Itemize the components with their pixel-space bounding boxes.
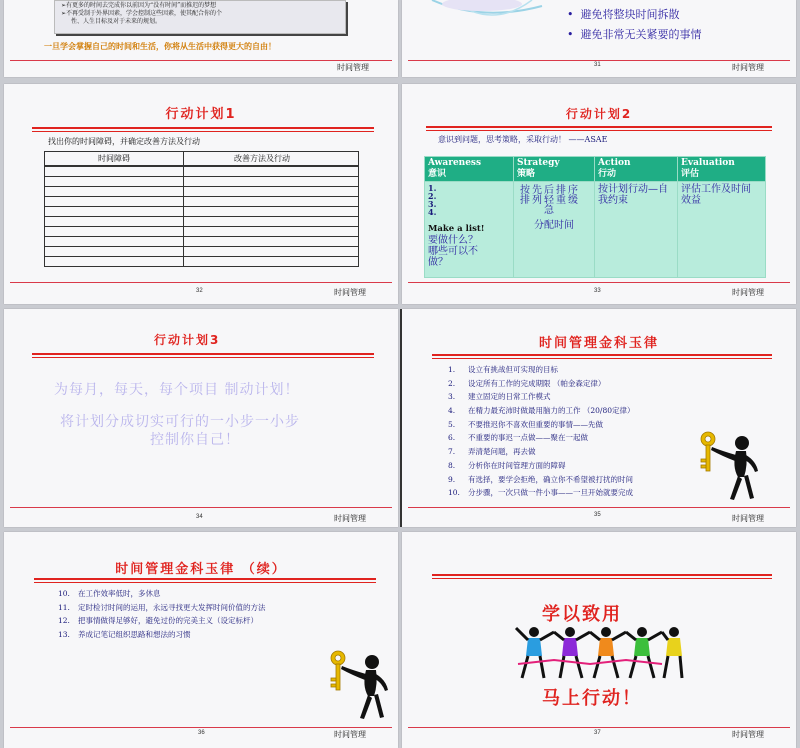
page-number: 34 xyxy=(196,514,203,520)
bullet-text: 避免将整块时间拆散 xyxy=(580,8,680,21)
footer-title: 时间管理 xyxy=(334,730,366,739)
table-cell[interactable] xyxy=(45,176,184,186)
list-item: 6. 不重要的事迟一点做——聚在一起做 xyxy=(448,433,588,443)
rules-list xyxy=(448,363,635,500)
footer-line xyxy=(10,60,392,61)
title-rule xyxy=(432,578,772,579)
slide-37[interactable] xyxy=(402,532,796,748)
header-evaluation: Evaluation 评估 xyxy=(678,157,766,182)
slide-36[interactable] xyxy=(4,532,398,748)
table-cell[interactable] xyxy=(184,256,359,266)
title-rule xyxy=(32,127,374,129)
table-cell[interactable] xyxy=(45,256,184,266)
key-figure-icon xyxy=(324,648,394,723)
footer-title: 时间管理 xyxy=(732,63,764,72)
table-cell[interactable] xyxy=(184,246,359,256)
table-cell[interactable] xyxy=(45,236,184,246)
note-line: 性、人生目标及对于未来的规划。 xyxy=(71,18,162,25)
footer-line xyxy=(408,60,790,61)
table-cell[interactable] xyxy=(184,166,359,176)
header-awareness: Awareness 意识 xyxy=(425,157,514,182)
title-rule xyxy=(432,354,772,356)
bullet-item xyxy=(567,6,680,22)
list-item: 1. 设立有挑战但可实现的目标 xyxy=(448,365,558,374)
page-number: 32 xyxy=(196,288,203,294)
table-cell[interactable] xyxy=(184,176,359,186)
footer-line xyxy=(10,282,392,283)
list-item: 13. 养成记笔记组织思路和想法的习惯 xyxy=(58,630,191,640)
table-cell[interactable] xyxy=(184,216,359,226)
note-box xyxy=(54,0,346,34)
footer-title: 时间管理 xyxy=(732,514,764,523)
table-cell[interactable] xyxy=(184,226,359,236)
page-number: 31 xyxy=(594,62,601,68)
title-rule xyxy=(432,574,772,576)
rules-list xyxy=(58,587,266,642)
table-cell[interactable] xyxy=(45,196,184,206)
action-text: 按计划行动—自我约束 xyxy=(598,184,668,206)
slide-title: 时间管理金科玉律 xyxy=(538,336,659,351)
list-item: 3. xyxy=(428,199,437,209)
strategy-text: 按先后排序排列轻重缓急 xyxy=(520,185,580,216)
slide-title: 行动计划2 xyxy=(565,107,633,121)
page-number: 36 xyxy=(198,730,205,736)
table-cell[interactable] xyxy=(45,166,184,176)
footer-title: 时间管理 xyxy=(732,288,764,297)
plan-line: 将计划分成切实可行的一小步一小步 xyxy=(60,414,300,430)
tagline: 一旦学会掌握自己的时间和生活，你将从生活中获得更大的自由！ xyxy=(44,41,276,51)
footer-line xyxy=(408,727,790,728)
slide-32[interactable] xyxy=(4,84,398,304)
list-item: 12. 把事情做得足够好，避免过份的完美主义（设定标杆） xyxy=(58,616,258,626)
footer-title: 时间管理 xyxy=(337,63,369,72)
footer-line xyxy=(10,507,392,508)
strategy-text: 分配时间 xyxy=(534,220,574,231)
slide-title: 时间管理金科玉律 （续） xyxy=(115,562,287,577)
list-item: 8. 分析你在时间管理方面的障碍 xyxy=(448,460,566,470)
list-item: 2. 设定所有工作的完成期限 （帕金森定律） xyxy=(448,378,606,388)
list-item: 10. 分步骤，一次只做一件小事——一旦开始就要完成 xyxy=(448,488,633,498)
title-rule xyxy=(34,578,376,580)
slide-title: 行动计划3 xyxy=(154,333,221,347)
list-item: 9. 有选择，要学会拒绝，确立你不希望被打扰的时间 xyxy=(448,474,633,484)
list-item: 4. xyxy=(428,207,437,217)
list-item: 1. xyxy=(428,183,437,193)
obstacle-table xyxy=(44,151,359,267)
table-cell[interactable] xyxy=(184,206,359,216)
footer-title: 时间管理 xyxy=(334,288,366,297)
dancing-people-icon xyxy=(514,624,684,682)
table-cell[interactable] xyxy=(45,216,184,226)
footer-line xyxy=(408,282,790,283)
page-number: 33 xyxy=(594,288,601,294)
list-item: 3. 建立固定的日常工作模式 xyxy=(448,392,551,402)
action-cell xyxy=(595,182,678,278)
note-line: ➢有更多的时间去完成你以前因为“没有时间”而推迟的梦想 xyxy=(61,2,217,9)
table-cell[interactable] xyxy=(184,196,359,206)
title-rule xyxy=(426,126,772,128)
table-cell[interactable] xyxy=(45,186,184,196)
slide-subtitle: 意识到问题，思考策略，采取行动！ ——ASAE xyxy=(438,135,608,144)
bullet-item xyxy=(567,26,702,42)
plan-line: 控制你自己！ xyxy=(150,432,240,448)
plan-line: 为每月，每天，每个项目 制动计划！ xyxy=(54,382,300,398)
decorative-graphic xyxy=(422,0,552,30)
bullet-dot-icon: • xyxy=(567,8,574,21)
bullet-text: 避免非常无关紧要的事情 xyxy=(580,28,702,41)
footer-line xyxy=(10,727,392,728)
footer-title: 时间管理 xyxy=(732,730,764,739)
footer-title: 时间管理 xyxy=(334,514,366,523)
page-number: 37 xyxy=(594,730,601,736)
slide-heading: 马上行动！ xyxy=(542,688,642,709)
evaluation-text: 评估工作及时间效益 xyxy=(681,184,751,206)
strategy-cell xyxy=(514,182,595,278)
list-item: 10. 在工作效率低时，多休息 xyxy=(58,589,161,598)
note-line: ➢不再受制于外界因素，学会控制这些因素，使其配合你的个 xyxy=(61,10,223,17)
slide-34[interactable] xyxy=(4,309,398,527)
list-item: 7. 弄清楚问题，再去做 xyxy=(448,447,536,457)
title-rule xyxy=(432,358,772,359)
awareness-cell xyxy=(425,182,514,278)
slide-33[interactable] xyxy=(402,84,796,304)
instruction-text: 找出你的时间障碍，并确定改善方法及行动 xyxy=(48,137,200,146)
title-rule xyxy=(32,131,374,132)
slide-31[interactable] xyxy=(402,0,796,77)
list-item: 2. xyxy=(428,191,437,201)
title-rule xyxy=(32,353,374,355)
make-list-label: Make a list! xyxy=(428,224,485,234)
table-cell[interactable] xyxy=(45,226,184,236)
slide-heading: 学以致用 xyxy=(542,604,622,625)
awareness-question: 哪些可以不做？ xyxy=(428,246,478,268)
table-header: 时间障碍 xyxy=(45,152,184,167)
awareness-question: 要做什么？ xyxy=(428,235,478,246)
page-number: 35 xyxy=(594,512,601,518)
title-rule xyxy=(34,582,376,583)
asae-table xyxy=(424,156,766,278)
slide-30[interactable] xyxy=(4,0,398,77)
table-cell[interactable] xyxy=(45,206,184,216)
table-cell[interactable] xyxy=(184,186,359,196)
title-rule xyxy=(426,130,772,131)
table-header: 改善方法及行动 xyxy=(184,152,359,167)
list-item: 4. 在精力最充沛时做最用脑力的工作 （20/80定律） xyxy=(448,406,635,416)
title-rule xyxy=(32,357,374,358)
key-figure-icon xyxy=(694,429,764,504)
slide-title: 行动计划1 xyxy=(165,107,237,122)
table-cell[interactable] xyxy=(45,246,184,256)
table-cell[interactable] xyxy=(184,236,359,246)
divider xyxy=(400,309,402,527)
header-action: Action 行动 xyxy=(595,157,678,182)
footer-line xyxy=(408,507,790,508)
evaluation-cell xyxy=(678,182,766,278)
bullet-dot-icon: • xyxy=(567,28,574,41)
list-item: 5. 不要推迟你不喜欢但重要的事情——先做 xyxy=(448,419,603,429)
header-strategy: Strategy 策略 xyxy=(514,157,595,182)
list-item: 11. 定时检讨时间的运用，永远寻找更大发挥时间价值的方法 xyxy=(58,602,266,612)
slide-35[interactable] xyxy=(402,309,796,527)
